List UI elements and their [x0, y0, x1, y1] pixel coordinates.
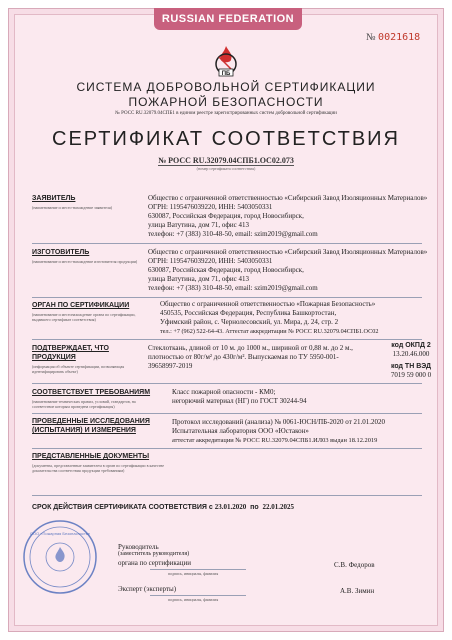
head-label: Руководитель — [118, 543, 159, 551]
manufacturer-caption: (наименование и место-нахождение изготовителя продукции) — [32, 259, 138, 264]
tests-line: Протокол исследований (анализа) № 0061-ЮСН/ПБ-2020 от 21.01.2020 — [172, 418, 386, 426]
tests-label: ПРОВЕДЕННЫЕ ИССЛЕДОВАНИЯ — [32, 418, 150, 425]
okpd-code — [384, 341, 438, 359]
system-title-line1: СИСТЕМА ДОБРОВОЛЬНОЙ СЕРТИФИКАЦИИ — [76, 80, 376, 94]
divider — [32, 495, 422, 496]
head-sub: (заместитель руководителя) — [118, 551, 190, 557]
signature-line — [150, 595, 246, 596]
okpd-value: 13.20.46.000 — [392, 350, 430, 358]
applicant-label: ЗАЯВИТЕЛЬ — [32, 195, 76, 202]
body-label: органа по сертификации — [118, 559, 192, 567]
product-label2: ПРОДУКЦИЯ — [32, 354, 76, 361]
requirements-label: СООТВЕТСТВУЕТ ТРЕБОВАНИЯМ — [32, 389, 151, 396]
divider — [32, 297, 422, 298]
expert-label: Эксперт (эксперты) — [118, 585, 177, 593]
tests-label2: (ИСПЫТАНИЯ) И ИЗМЕРЕНИЯ — [32, 427, 136, 434]
applicant-caption: (наименование и место-нахождение заявителя) — [32, 205, 113, 210]
divider — [32, 383, 422, 384]
manufacturer-line: телефон: +7 (383) 310-48-50, email: szim2019@gmail.com — [148, 284, 318, 292]
cert-body-line: Общество с ограниченной ответственностью «Пожарная Безопасность» — [160, 300, 376, 308]
tests-line: аттестат аккредитации № РОСС RU.32079.04СПБ1.ИЛ03 выдан 18.12.2019 — [172, 437, 378, 444]
validity-label: СРОК ДЕЙСТВИЯ СЕРТИФИКАТА СООТВЕТСТВИЯ с — [32, 504, 213, 511]
applicant-line: ОГРН: 1195476039220, ИНН: 5403050331 — [148, 203, 273, 211]
applicant-line: телефон: +7 (383) 310-48-50, email: szim2019@gmail.com — [148, 230, 318, 238]
product-line: Стеклоткань, длиной от 10 м. до 1000 м., шириной от 0,88 м. до 2 м., — [148, 344, 353, 352]
divider — [32, 243, 422, 244]
signature-caption: подпись, инициалы, фамилия — [168, 571, 219, 576]
cert-body-line: тел.: +7 (962) 522-64-43. Аттестат аккредитации № РОСС RU.32079.04СПБ1.ОС02 — [160, 328, 379, 335]
manufacturer-line: 630087, Российская Федерация, город Новосибирск, — [148, 266, 304, 274]
head-name: С.В. Федоров — [334, 561, 375, 569]
manufacturer-line: улица Ватутина, дом 71, офис 413 — [148, 275, 250, 283]
applicant-line: 630087, Российская Федерация, город Новосибирск, — [148, 212, 304, 220]
validity-to: 22.01.2025 — [262, 503, 295, 511]
certificate-number — [20, 156, 432, 165]
applicant-line: улица Ватутина, дом 71, офис 413 — [148, 221, 250, 229]
tests-line: Испытательная лаборатория ООО «Юстакон» — [172, 427, 309, 435]
system-registry: № РОСС RU.32079.04СПБ1 в едином реестре зарегистрированных систем добровольной сертификации — [115, 111, 337, 116]
applicant-line: Общество с ограниченной ответственностью «Сибирский Завод Изоляционных Материалов» — [148, 194, 428, 202]
fire-safety-emblem-icon — [213, 44, 239, 78]
cert-body-label: ОРГАН ПО СЕРТИФИКАЦИИ — [32, 302, 130, 309]
seal-text: ООО «Пожарная Безопасность» — [29, 531, 91, 536]
okpd-label: код ОКПД 2 — [391, 342, 431, 349]
manufacturer-line: ОГРН: 1195476039220, ИНН: 5403050331 — [148, 257, 273, 265]
serial-number-value: 0021618 — [378, 32, 421, 43]
validity-line — [32, 503, 294, 511]
country-banner: RUSSIAN FEDERATION — [154, 8, 302, 30]
cert-body-line: 450535, Российская Федерация, Республика Башкортостан, — [160, 309, 337, 317]
manufacturer-line: Общество с ограниченной ответственностью «Сибирский Завод Изоляционных Материалов» — [148, 248, 428, 256]
documents-label: ПРЕДСТАВЛЕННЫЕ ДОКУМЕНТЫ — [32, 453, 150, 460]
product-line: 39658997-2019 — [148, 362, 193, 370]
requirements-line: Класс пожарной опасности - КМ0; — [172, 388, 276, 396]
tnved-label: код ТН ВЭД — [390, 363, 432, 370]
signature-line — [150, 569, 246, 570]
product-line: плотностью от 80г/м² до 430г/м². Выпускаемая по ТУ 5950-001- — [148, 353, 339, 361]
tnved-value: 7019 59 000 0 — [390, 371, 432, 379]
certificate-title: СЕРТИФИКАТ СООТВЕТСТВИЯ — [52, 128, 400, 150]
certificate-number-value: № РОСС RU.32079.04СПБ1.ОС02.073 — [158, 156, 294, 165]
requirements-line: негорючий материал (НГ) по ГОСТ 30244-94 — [172, 397, 307, 405]
emblem-text: ПБ — [221, 71, 231, 77]
cert-body-caption: (наименование и местонахождение органа по сертификации, выдавшего сертификат соответствия) — [32, 312, 136, 322]
expert-name: А.В. Зимин — [340, 587, 375, 595]
product-label: ПОДТВЕРЖДАЕТ, ЧТО — [32, 345, 109, 352]
certificate-number-caption: (номер сертификата соответствия) — [196, 166, 256, 171]
signature-caption: подпись, инициалы, фамилия — [168, 597, 219, 602]
requirements-caption: (наименование технических правил, условий, стандартов, на соответствие которым проведена сертификация) — [32, 399, 136, 409]
cert-body-line: Уфимский район, с. Чернолесовский, ул. Мира, д. 24, стр. 2 — [160, 318, 339, 326]
tnved-code — [384, 362, 438, 380]
serial-number — [366, 32, 420, 43]
stamp-seal-icon — [22, 519, 98, 595]
product-caption: (информация об объекте сертификации, позволяющая идентифицировать объект) — [32, 364, 125, 374]
validity-to-word: по — [250, 504, 259, 511]
divider — [32, 448, 422, 449]
serial-number-prefix: № — [366, 32, 376, 43]
divider — [32, 339, 422, 340]
divider — [32, 413, 422, 414]
documents-caption: (документы, представленные заявителем в орган по сертификации в качестве доказательства соответствия продукции требованиям) — [32, 463, 165, 473]
validity-from: 23.01.2020 — [214, 503, 247, 511]
manufacturer-label: ИЗГОТОВИТЕЛЬ — [32, 249, 90, 256]
system-title-line2: ПОЖАРНОЙ БЕЗОПАСНОСТИ — [128, 95, 324, 109]
